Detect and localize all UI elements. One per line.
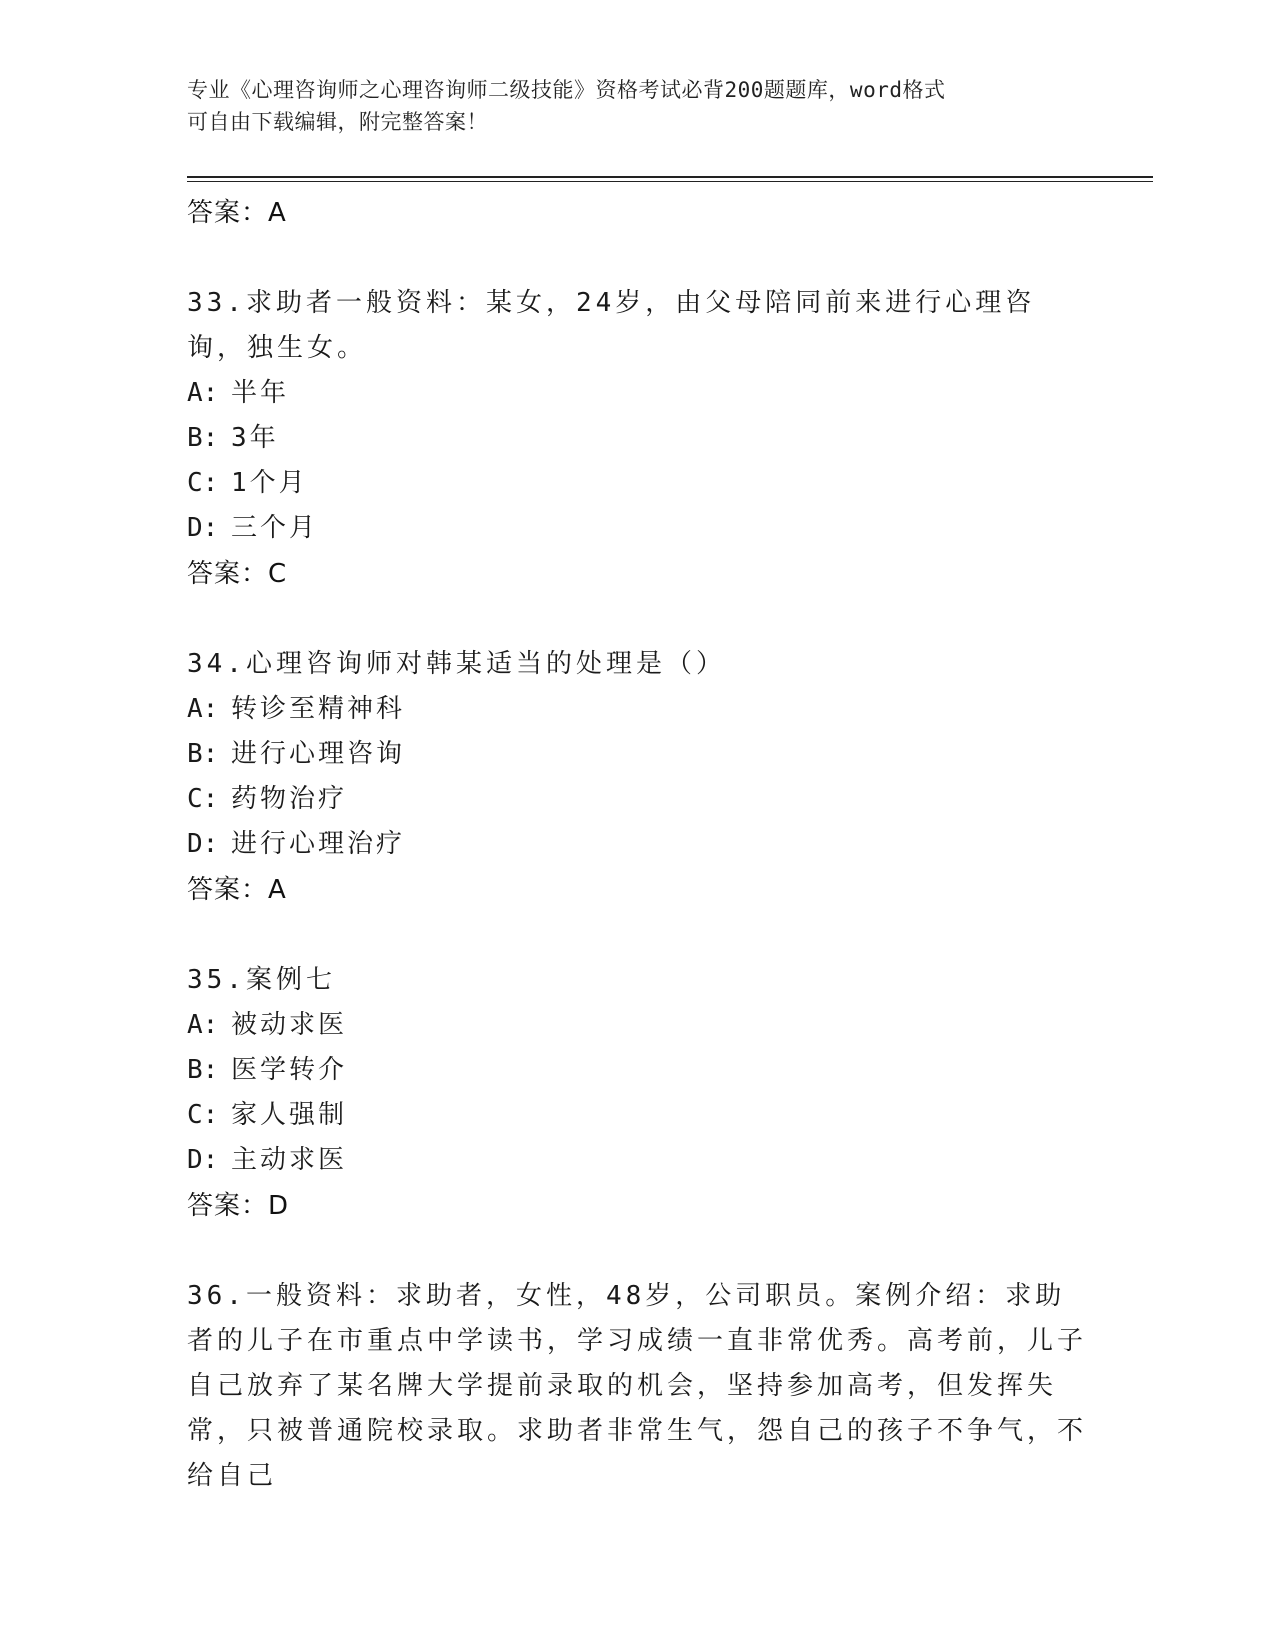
option-text: 进行心理治疗 — [231, 829, 406, 859]
previous-answer: 答案：A — [187, 198, 287, 228]
header-divider-thin — [187, 181, 1153, 182]
question-stem: 34.心理咨询师对韩某适当的处理是（） — [187, 649, 726, 679]
option-text: 1个月 — [231, 468, 308, 498]
option-letter: C: — [187, 1100, 219, 1130]
option-text: 3年 — [231, 423, 279, 453]
option-b — [187, 1048, 1087, 1093]
option-letter: B: — [187, 423, 219, 453]
option-a — [187, 687, 1087, 732]
document-body — [187, 190, 1087, 1499]
option-text: 主动求医 — [231, 1145, 348, 1175]
option-c — [187, 777, 1087, 822]
spacer — [187, 913, 1087, 958]
question-35 — [187, 958, 1087, 1229]
option-text: 进行心理咨询 — [231, 739, 406, 769]
question-answer: 答案：C — [187, 559, 288, 589]
option-a — [187, 371, 1087, 416]
option-letter: D: — [187, 513, 219, 543]
option-text: 被动求医 — [231, 1010, 348, 1040]
question-answer: 答案：D — [187, 1191, 290, 1221]
option-text: 药物治疗 — [231, 784, 348, 814]
spacer — [187, 236, 1087, 281]
question-answer: 答案：A — [187, 875, 287, 905]
spacer — [187, 1229, 1087, 1274]
question-34 — [187, 642, 1087, 913]
option-letter: B: — [187, 1055, 219, 1085]
header-line-2: 可自由下载编辑，附完整答案！ — [187, 110, 488, 134]
option-letter: A: — [187, 378, 219, 408]
document-header — [187, 74, 1087, 138]
spacer — [187, 597, 1087, 642]
option-a — [187, 1003, 1087, 1048]
option-c — [187, 461, 1087, 506]
option-letter: A: — [187, 1010, 219, 1040]
question-stem: 35.案例七 — [187, 965, 336, 995]
option-letter: D: — [187, 1145, 219, 1175]
option-d — [187, 1138, 1087, 1183]
option-b — [187, 416, 1087, 461]
option-d — [187, 822, 1087, 867]
question-stem: 33.求助者一般资料：某女，24岁，由父母陪同前来进行心理咨询，独生女。 — [187, 288, 1036, 363]
option-letter: C: — [187, 784, 219, 814]
option-text: 医学转介 — [231, 1055, 348, 1085]
option-letter: D: — [187, 829, 219, 859]
option-text: 半年 — [231, 378, 290, 408]
header-line-1: 专业《心理咨询师之心理咨询师二级技能》资格考试必背200题题库，word格式 — [187, 78, 946, 102]
option-b — [187, 732, 1087, 777]
question-36 — [187, 1274, 1087, 1499]
option-text: 三个月 — [231, 513, 319, 543]
option-c — [187, 1093, 1087, 1138]
option-letter: A: — [187, 694, 219, 724]
option-d — [187, 506, 1087, 551]
question-33 — [187, 281, 1087, 597]
option-letter: C: — [187, 468, 219, 498]
question-stem: 36.一般资料：求助者，女性，48岁，公司职员。案例介绍：求助者的儿子在市重点中学读书，学习成绩一直非常优秀。高考前，儿子自己放弃了某名牌大学提前录取的机会，坚持参加高考，但发挥失常，只被普通院校录取。求助者非常生气，怨自己的孩子不争气，不给自己 — [187, 1281, 1088, 1491]
option-letter: B: — [187, 739, 219, 769]
option-text: 转诊至精神科 — [231, 694, 406, 724]
header-divider-thick — [187, 176, 1153, 178]
option-text: 家人强制 — [231, 1100, 348, 1130]
